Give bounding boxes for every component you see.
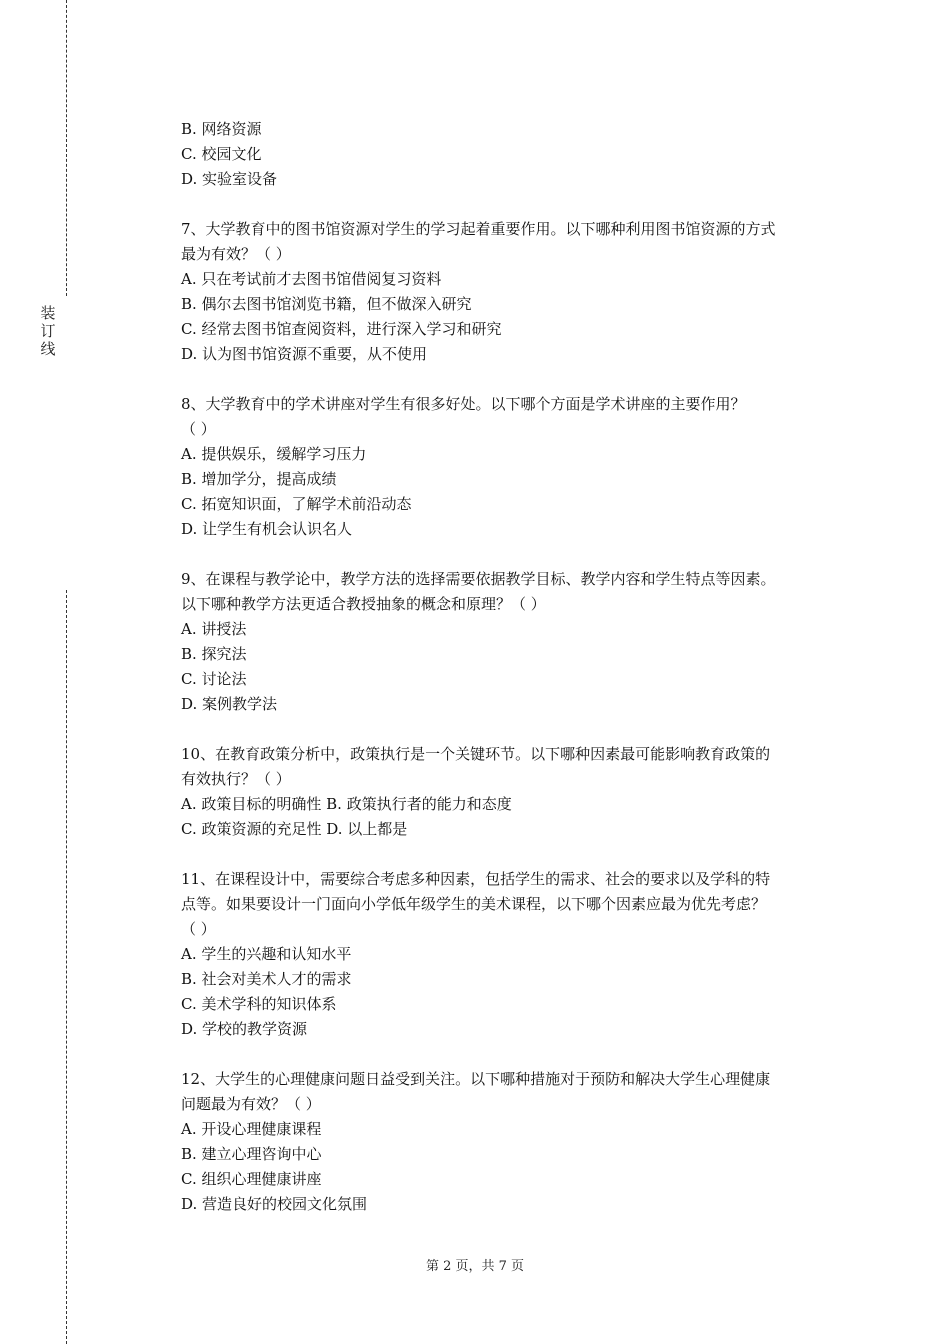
- option-c: C. 经常去图书馆查阅资料，进行深入学习和研究: [181, 320, 502, 338]
- question-stem-line: （ ）: [181, 920, 216, 938]
- option-d: D. 营造良好的校园文化氛围: [181, 1195, 368, 1213]
- binding-label-char: 订: [40, 322, 56, 340]
- option-a: A. 只在考试前才去图书馆借阅复习资料: [181, 270, 442, 288]
- question-stem-line: 10、在教育政策分析中，政策执行是一个关键环节。以下哪种因素最可能影响教育政策的: [181, 745, 771, 763]
- option-a: A. 提供娱乐，缓解学习压力: [181, 445, 367, 463]
- option-b: B. 偶尔去图书馆浏览书籍，但不做深入研究: [181, 295, 472, 313]
- question-11: [181, 867, 841, 1042]
- option-b: B. 增加学分，提高成绩: [181, 470, 337, 488]
- exam-content: [181, 117, 841, 1217]
- option-d: D. 实验室设备: [181, 170, 278, 188]
- binding-label-char: 装: [40, 304, 56, 322]
- option-b: B. 建立心理咨询中心: [181, 1145, 322, 1163]
- question-9: [181, 567, 841, 717]
- question-stem-line: 问题最为有效？（ ）: [181, 1095, 321, 1113]
- question-stem-line: 7、大学教育中的图书馆资源对学生的学习起着重要作用。以下哪种利用图书馆资源的方式: [181, 220, 776, 238]
- option-c: C. 校园文化: [181, 145, 262, 163]
- question-stem-line: 最为有效？（ ）: [181, 245, 291, 263]
- question-stem-line: 12、大学生的心理健康问题日益受到关注。以下哪种措施对于预防和解决大学生心理健康: [181, 1070, 771, 1088]
- carryover-options: [181, 117, 841, 192]
- option-line-cd: C. 政策资源的充足性 D. 以上都是: [181, 820, 408, 838]
- option-c: C. 讨论法: [181, 670, 247, 688]
- option-line-ab: A. 政策目标的明确性 B. 政策执行者的能力和态度: [181, 795, 512, 813]
- question-8: [181, 392, 841, 542]
- option-b: B. 探究法: [181, 645, 247, 663]
- option-d: D. 案例教学法: [181, 695, 278, 713]
- option-a: A. 学生的兴趣和认知水平: [181, 945, 352, 963]
- question-12: [181, 1067, 841, 1217]
- binding-label-char: 线: [40, 340, 56, 358]
- option-b: B. 网络资源: [181, 120, 262, 138]
- option-c: C. 美术学科的知识体系: [181, 995, 337, 1013]
- option-d: D. 认为图书馆资源不重要，从不使用: [181, 345, 428, 363]
- question-10: [181, 742, 841, 842]
- option-d: D. 让学生有机会认识名人: [181, 520, 353, 538]
- option-c: C. 组织心理健康讲座: [181, 1170, 322, 1188]
- question-stem-line: 8、大学教育中的学术讲座对学生有很多好处。以下哪个方面是学术讲座的主要作用？: [181, 395, 746, 413]
- question-7: [181, 217, 841, 367]
- option-a: A. 讲授法: [181, 620, 247, 638]
- option-d: D. 学校的教学资源: [181, 1020, 308, 1038]
- question-stem-line: 有效执行？（ ）: [181, 770, 291, 788]
- binding-dashed-line-top: [66, 0, 67, 296]
- option-c: C. 拓宽知识面，了解学术前沿动态: [181, 495, 412, 513]
- binding-label: [38, 304, 58, 358]
- question-stem-line: 11、在课程设计中，需要综合考虑多种因素，包括学生的需求、社会的要求以及学科的特: [181, 870, 771, 888]
- question-stem-line: 以下哪种教学方法更适合教授抽象的概念和原理？（ ）: [181, 595, 546, 613]
- option-a: A. 开设心理健康课程: [181, 1120, 322, 1138]
- question-stem-line: 点等。如果要设计一门面向小学低年级学生的美术课程，以下哪个因素应最为优先考虑？: [181, 895, 767, 913]
- page-number-footer: 第 2 页，共 7 页: [425, 1259, 525, 1274]
- question-stem-line: 9、在课程与教学论中，教学方法的选择需要依据教学目标、教学内容和学生特点等因素。: [181, 570, 776, 588]
- option-b: B. 社会对美术人才的需求: [181, 970, 352, 988]
- binding-dashed-line-bottom: [66, 590, 67, 1344]
- question-stem-line: （ ）: [181, 420, 216, 438]
